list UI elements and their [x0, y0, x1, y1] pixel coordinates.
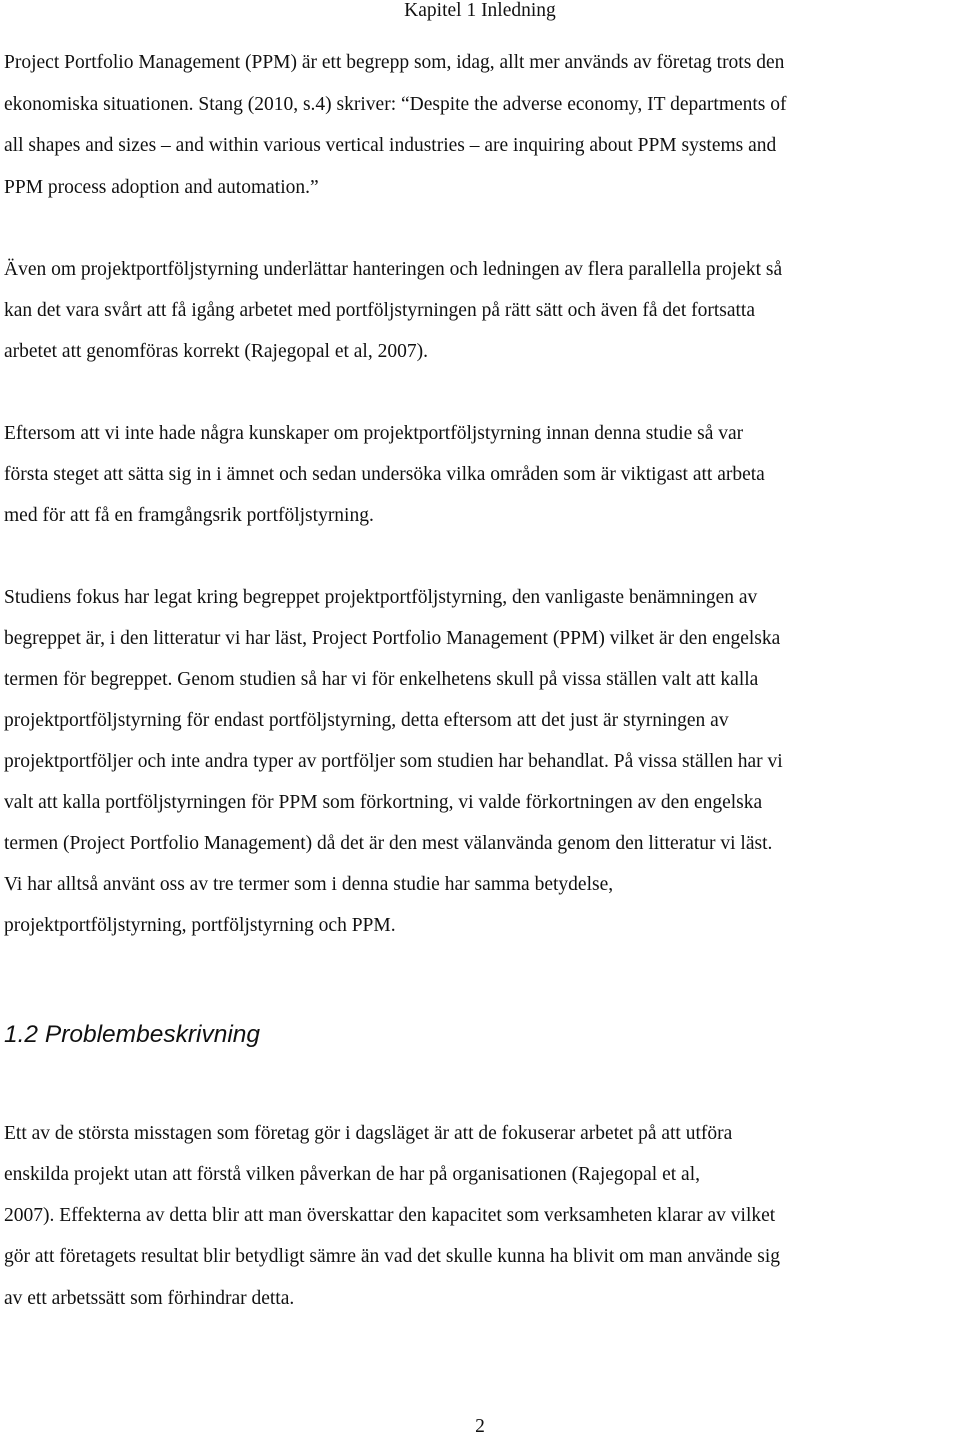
text-line: projektportföljer och inte andra typer av portföljer som studien har behandlat. På vissa ställen har vi — [4, 751, 783, 772]
text-line: projektportföljstyrning, portföljstyrning och PPM. — [4, 915, 396, 936]
chapter-header: Kapitel 1 Inledning — [404, 0, 556, 21]
section-heading: 1.2 Problembeskrivning — [4, 1021, 261, 1048]
text-line: gör att företagets resultat blir betydligt sämre än vad det skulle kunna ha blivit om man använde sig — [4, 1246, 781, 1267]
text-line: Project Portfolio Management (PPM) är ett begrepp som, idag, allt mer används av företag trots den — [4, 52, 785, 73]
text-line: termen (Project Portfolio Management) då det är den mest välanvända genom den litteratur vi läst. — [4, 833, 773, 854]
text-line: begreppet är, i den litteratur vi har läst, Project Portfolio Management (PPM) vilket är den engelska — [4, 628, 781, 649]
text-line: första steget att sätta sig in i ämnet och sedan undersöka vilka områden som är viktigast att arbeta — [4, 464, 765, 485]
text-line: enskilda projekt utan att förstå vilken påverkan de har på organisationen (Rajegopal et al, — [4, 1164, 700, 1185]
text-line: projektportföljstyrning för endast portföljstyrning, detta eftersom att det just är styrningen av — [4, 710, 729, 731]
text-line: 2007). Effekterna av detta blir att man överskattar den kapacitet som verksamheten klarar av vilket — [4, 1205, 776, 1226]
text-line: ekonomiska situationen. Stang (2010, s.4) skriver: “Despite the adverse economy, IT departments of — [4, 94, 787, 115]
text-line: kan det vara svårt att få igång arbetet med portföljstyrningen på rätt sätt och även få det fortsatta — [4, 300, 755, 321]
text-line: PPM process adoption and automation.” — [4, 177, 319, 198]
page-number: 2 — [475, 1416, 485, 1437]
text-line: all shapes and sizes – and within various vertical industries – are inquiring about PPM systems and — [4, 135, 777, 156]
text-line: arbetet att genomföras korrekt (Rajegopal et al, 2007). — [4, 341, 428, 362]
text-line: Studiens fokus har legat kring begreppet projektportföljstyrning, den vanligaste benämningen av — [4, 587, 758, 608]
text-line: av ett arbetssätt som förhindrar detta. — [4, 1288, 295, 1309]
text-line: Vi har alltså använt oss av tre termer som i denna studie har samma betydelse, — [4, 874, 614, 895]
text-line: termen för begreppet. Genom studien så har vi för enkelhetens skull på vissa ställen valt att kalla — [4, 669, 759, 690]
text-line: med för att få en framgångsrik portföljstyrning. — [4, 505, 374, 526]
text-line: Ett av de största misstagen som företag gör i dagsläget är att de fokuserar arbetet på att utföra — [4, 1123, 733, 1144]
text-line: Eftersom att vi inte hade några kunskaper om projektportföljstyrning innan denna studie så var — [4, 423, 744, 444]
text-line: valt att kalla portföljstyrningen för PPM som förkortning, vi valde förkortningen av den engelska — [4, 792, 763, 813]
text-line: Även om projektportföljstyrning underlättar hanteringen och ledningen av flera parallella projekt så — [4, 259, 783, 280]
